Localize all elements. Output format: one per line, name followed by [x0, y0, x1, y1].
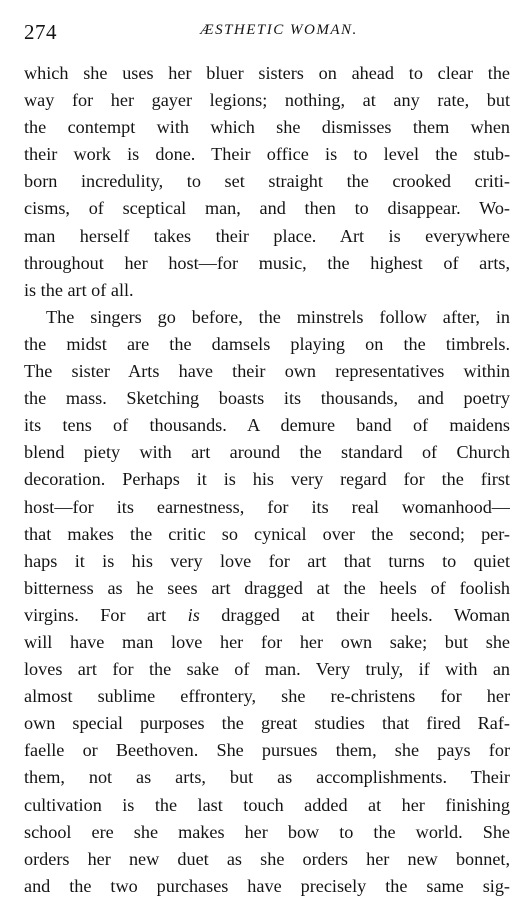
- body-text: [24, 60, 510, 900]
- running-title: ÆSTHETIC WOMAN.: [200, 22, 358, 38]
- emphasis-word: is: [187, 604, 200, 625]
- paragraph-start-line: The singers go before, the minstrels follow after, in: [46, 306, 510, 327]
- text-line: The sister Arts have their own representatives within: [24, 361, 510, 382]
- text-line: throughout her host—for music, the highest of arts,: [24, 252, 510, 273]
- text-line: which she uses her bluer sisters on ahead to clear the: [24, 63, 510, 83]
- page-header: [24, 20, 510, 46]
- text-line: will have man love her for her own sake; but she: [24, 631, 510, 652]
- book-page: [24, 20, 510, 896]
- text-line: its tens of thousands. A demure band of maidens: [24, 415, 510, 436]
- text-line: and the two purchases have precisely the same sig-: [24, 875, 510, 896]
- text-line: the midst are the damsels playing on the timbrels.: [24, 333, 510, 354]
- paragraph-end-line: is the art of all.: [24, 279, 134, 300]
- text-line: that makes the critic so cynical over the second; per-: [24, 523, 510, 544]
- text-line: haps it is his very love for art that turns to quiet: [24, 550, 510, 571]
- text-line: born incredulity, to set straight the crooked criti-: [24, 171, 510, 192]
- text-line: virgins. For art is dragged at their heels. Woman: [24, 604, 510, 625]
- text-line: way for her gayer legions; nothing, at any rate, but: [24, 90, 510, 111]
- text-line: school ere she makes her bow to the world. She: [24, 821, 510, 842]
- text-line: the contempt with which she dismisses them when: [24, 117, 510, 138]
- text-line: cultivation is the last touch added at her finishing: [24, 794, 510, 815]
- text-line: orders her new duet as she orders her new bonnet,: [24, 848, 510, 869]
- text-line: faelle or Beethoven. She pursues them, she pays for: [24, 740, 510, 761]
- text-line: cisms, of sceptical man, and then to disappear. Wo-: [24, 198, 510, 219]
- text-line: loves art for the sake of man. Very truly, if with an: [24, 659, 510, 680]
- text-line: own special purposes the great studies that fired Raf-: [24, 713, 510, 734]
- text-line: man herself takes their place. Art is everywhere: [24, 225, 510, 246]
- text-line: host—for its earnestness, for its real womanhood—: [24, 496, 510, 517]
- text-line: decoration. Perhaps it is his very regard for the first: [24, 469, 510, 490]
- text-line: bitterness as he sees art dragged at the heels of foolish: [24, 577, 510, 598]
- text-line: their work is done. Their office is to level the stub-: [24, 144, 510, 165]
- text-line: blend piety with art around the standard of Church: [24, 442, 510, 463]
- text-line: them, not as arts, but as accomplishments. Their: [24, 767, 510, 788]
- text-line: almost sublime effrontery, she re-christens for her: [24, 686, 510, 707]
- page-number: 274: [24, 20, 57, 44]
- text-line: the mass. Sketching boasts its thousands, and poetry: [24, 388, 510, 409]
